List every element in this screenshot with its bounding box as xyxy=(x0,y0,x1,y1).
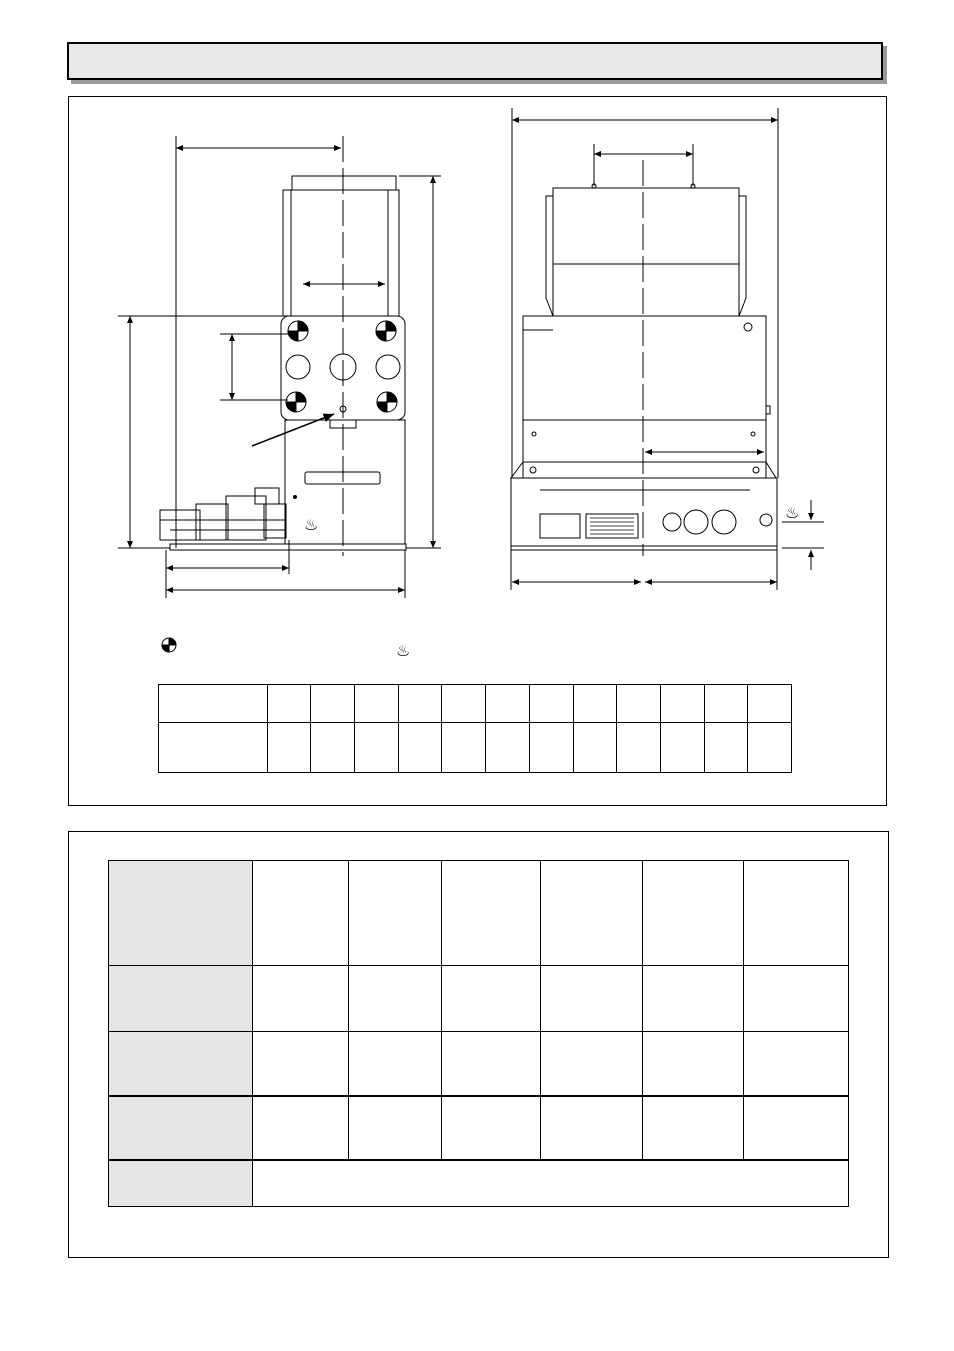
table-cell xyxy=(540,966,642,1032)
table-cell xyxy=(642,966,744,1032)
legend-flame-symbol: ♨ xyxy=(396,641,411,660)
table-cell xyxy=(442,723,486,773)
side-base-plate xyxy=(170,544,406,550)
table-cell xyxy=(529,723,573,773)
table-cell xyxy=(660,685,704,723)
table-row xyxy=(109,1160,849,1207)
table-cell xyxy=(398,723,442,773)
table-cell xyxy=(442,1096,541,1160)
table-row xyxy=(109,861,849,966)
front-heat-exchanger xyxy=(523,316,766,420)
table-cell xyxy=(398,685,442,723)
row-header xyxy=(109,966,253,1032)
table-row xyxy=(109,1032,849,1096)
table-cell xyxy=(486,723,530,773)
table-cell xyxy=(642,1096,744,1160)
table-cell xyxy=(252,1096,349,1160)
table-cell xyxy=(486,685,530,723)
table-cell xyxy=(540,1096,642,1160)
table-cell xyxy=(442,966,541,1032)
front-view xyxy=(511,108,824,590)
front-draught-diverter xyxy=(546,188,746,316)
side-casing xyxy=(285,420,405,544)
table-row xyxy=(159,685,792,723)
table-cell xyxy=(349,861,442,966)
table-cell xyxy=(744,966,849,1032)
connection-quartered-circles xyxy=(286,321,397,412)
flame-icon: ♨ xyxy=(304,515,319,534)
table-cell xyxy=(540,1032,642,1096)
table-cell xyxy=(642,861,744,966)
table-cell xyxy=(355,723,399,773)
table-cell xyxy=(529,685,573,723)
table-cell xyxy=(311,723,355,773)
table-cell xyxy=(159,723,268,773)
table-cell xyxy=(617,685,661,723)
side-draught-diverter xyxy=(283,190,399,316)
table-cell xyxy=(252,861,349,966)
table-row xyxy=(159,723,792,773)
table-cell xyxy=(349,1096,442,1160)
table-cell xyxy=(442,861,541,966)
table-cell xyxy=(267,723,311,773)
table-cell xyxy=(349,1032,442,1096)
dimension-table xyxy=(158,684,792,773)
front-burner-compartment xyxy=(511,478,777,546)
side-flue-top xyxy=(292,176,396,190)
table-cell xyxy=(748,723,792,773)
table-cell-merged xyxy=(252,1160,848,1207)
table-cell xyxy=(540,861,642,966)
table-cell xyxy=(573,685,617,723)
table-cell xyxy=(573,723,617,773)
row-header xyxy=(109,1032,253,1096)
front-casing xyxy=(523,420,766,478)
table-cell xyxy=(442,1032,541,1096)
row-header xyxy=(109,1096,253,1160)
table-cell xyxy=(748,685,792,723)
table-cell xyxy=(159,685,268,723)
side-view xyxy=(118,136,441,598)
table-cell xyxy=(617,723,661,773)
table-cell xyxy=(349,966,442,1032)
table-cell xyxy=(355,685,399,723)
table-cell xyxy=(311,685,355,723)
table-cell xyxy=(704,723,748,773)
table-cell xyxy=(660,723,704,773)
table-cell xyxy=(252,966,349,1032)
table-cell xyxy=(744,861,849,966)
table-row xyxy=(109,1096,849,1160)
front-flame-icon: ♨ xyxy=(785,503,800,522)
table-cell xyxy=(642,1032,744,1096)
row-header xyxy=(109,1160,253,1207)
table-cell xyxy=(704,685,748,723)
table-cell xyxy=(442,685,486,723)
row-header xyxy=(109,861,253,966)
legend-connection-symbol xyxy=(162,638,176,652)
table-cell xyxy=(267,685,311,723)
table-cell xyxy=(744,1096,849,1160)
table-row xyxy=(109,966,849,1032)
table-cell xyxy=(252,1032,349,1096)
gas-valve-assembly xyxy=(160,488,286,540)
specification-table xyxy=(108,860,849,1207)
table-cell xyxy=(744,1032,849,1096)
